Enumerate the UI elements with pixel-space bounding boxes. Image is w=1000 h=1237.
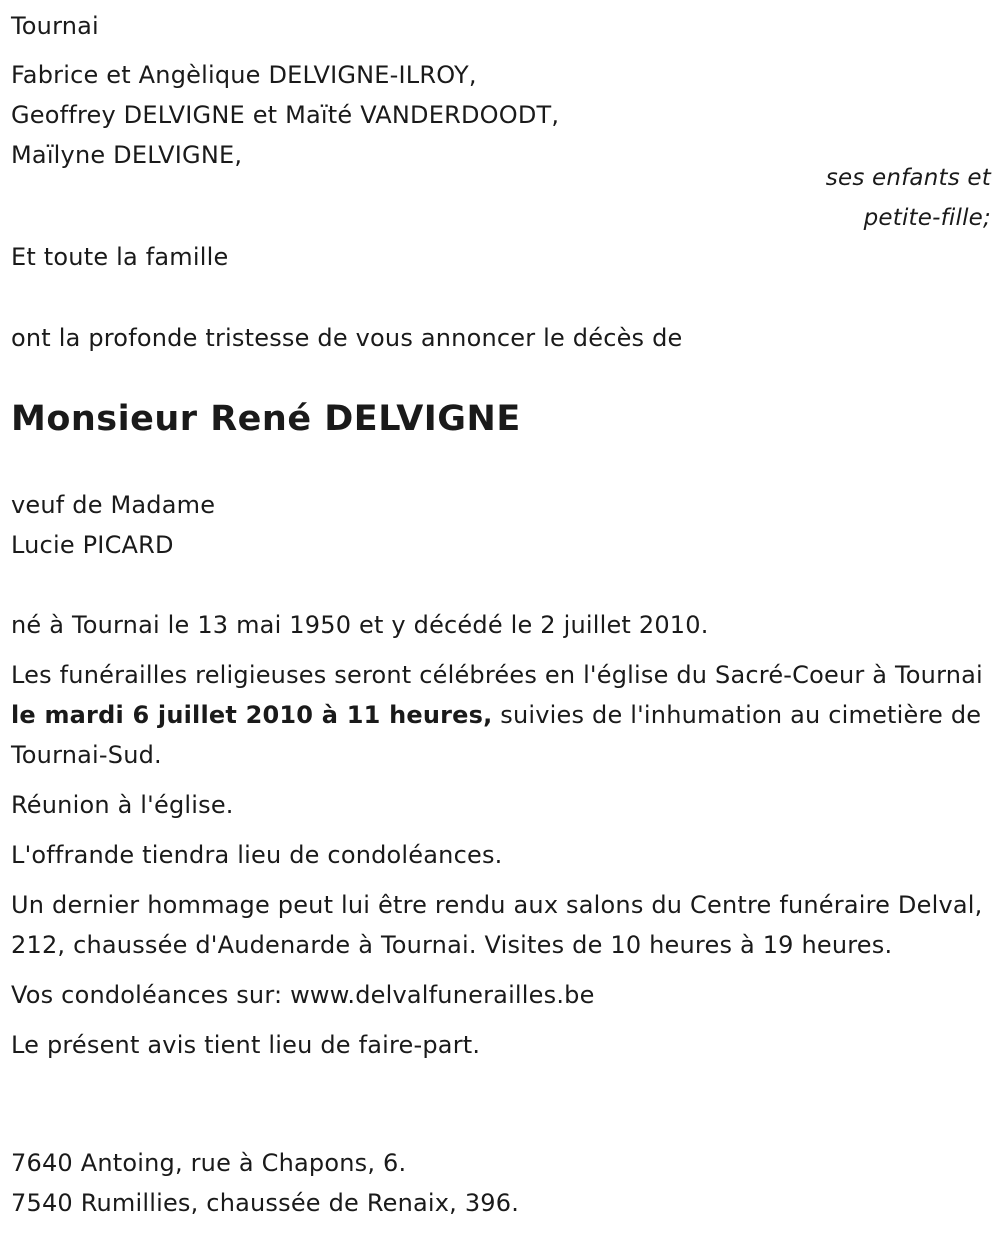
funeral-date: le mardi 6 juillet 2010 à 11 heures, — [11, 701, 493, 729]
relation-line: petite-fille; — [863, 205, 991, 231]
details-section — [11, 605, 991, 1075]
spouse-line: veuf de Madame — [11, 491, 216, 519]
address-line: 7640 Antoing, rue à Chapons, 6. — [11, 1149, 407, 1177]
notice-text: Le présent avis tient lieu de faire-part. — [11, 1031, 481, 1059]
family-line: Et toute la famille — [11, 243, 229, 271]
spouse-info — [11, 485, 215, 565]
funeral-text — [11, 655, 991, 775]
funeral-suffix: suivies de l'inhumation au cimetière de Tournai-Sud. — [11, 701, 982, 769]
deceased-name: Monsieur René DELVIGNE — [11, 399, 521, 439]
child-name: Maïlyne DELVIGNE, — [11, 141, 243, 169]
offering-text: L'offrande tiendra lieu de condoléances. — [11, 841, 503, 869]
relation-line: ses enfants et — [825, 165, 991, 191]
birth-death-text: né à Tournai le 13 mai 1950 et y décédé le 2 juillet 2010. — [11, 611, 709, 639]
child-name: Geoffrey DELVIGNE et Maïté VANDERDOODT, — [11, 101, 560, 129]
children-list — [11, 55, 559, 175]
address-line: 7540 Rumillies, chaussée de Renaix, 396. — [11, 1189, 520, 1217]
homage-text: Un dernier hommage peut lui être rendu aux salons du Centre funéraire Delval, 212, chaussée d'Audenarde à Tournai. Visites de 10 heures à 19 heures. — [11, 891, 983, 959]
address-list — [11, 1143, 519, 1223]
child-name: Fabrice et Angèlique DELVIGNE-ILROY, — [11, 61, 477, 89]
funeral-prefix: Les funérailles religieuses seront célébrées en l'église du Sacré-Coeur à Tournai — [11, 661, 983, 689]
condolences-text: Vos condoléances sur: www.delvalfunerailles.be — [11, 981, 595, 1009]
reunion-text: Réunion à l'église. — [11, 791, 234, 819]
announcement-intro: ont la profonde tristesse de vous annoncer le décès de — [11, 324, 683, 352]
relation-note — [826, 158, 991, 238]
city-header: Tournai — [11, 12, 99, 40]
spouse-line: Lucie PICARD — [11, 531, 174, 559]
